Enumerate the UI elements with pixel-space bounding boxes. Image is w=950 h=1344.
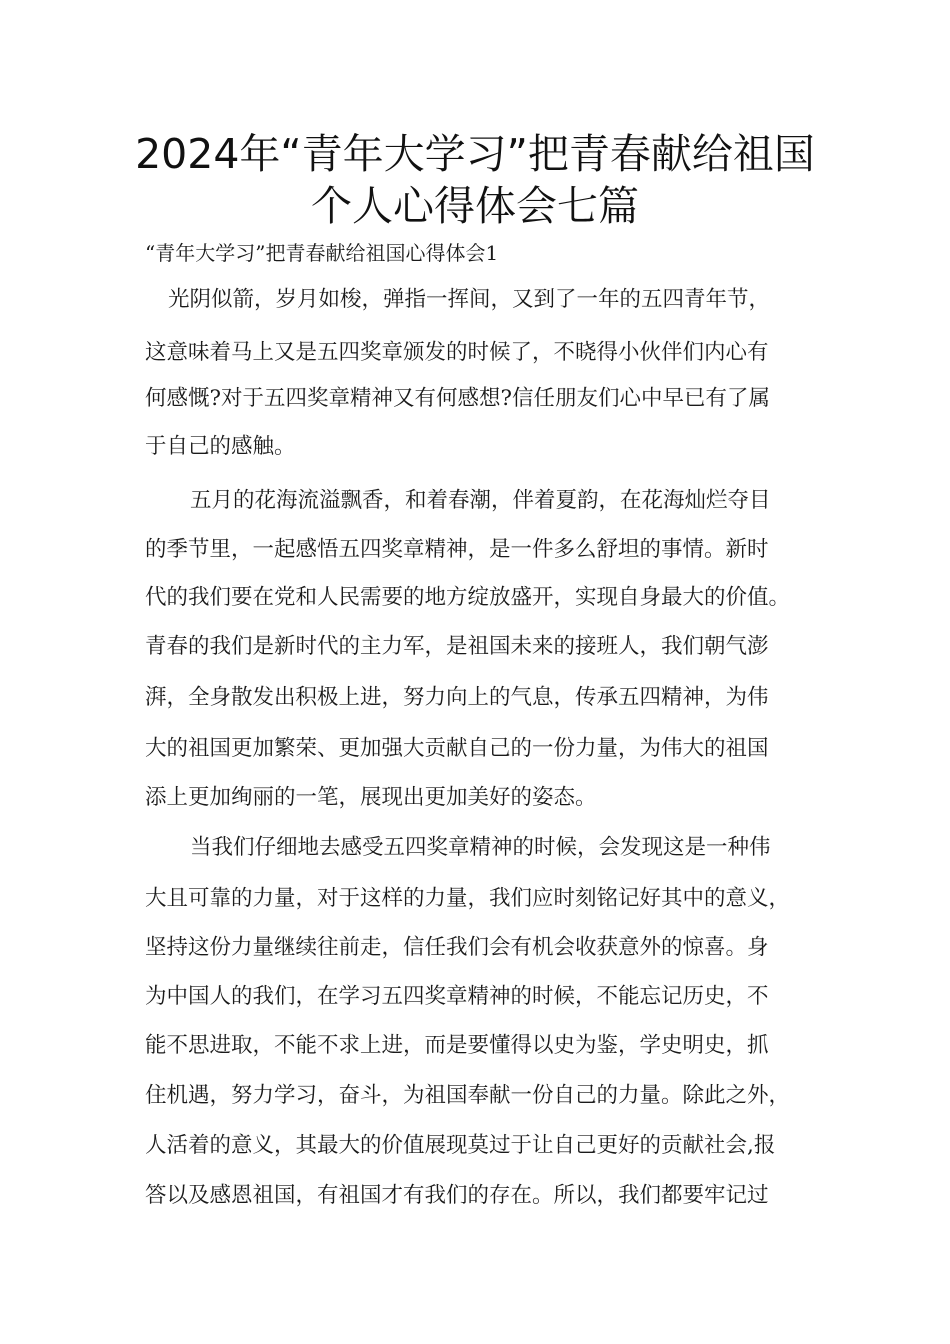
paragraph-2-line: 添上更加绚丽的一笔，展现出更加美好的姿态。 xyxy=(145,785,597,810)
paragraph-3-line: 当我们仔细地去感受五四奖章精神的时候，会发现这是一种伟 xyxy=(190,835,771,860)
paragraph-3-line: 为中国人的我们，在学习五四奖章精神的时候，不能忘记历史，不 xyxy=(145,984,769,1009)
paragraph-1-line: 光阴似箭，岁月如梭，弹指一挥间，又到了一年的五四青年节， xyxy=(168,287,771,312)
paragraph-2-line: 五月的花海流溢飘香，和着春潮，伴着夏韵，在花海灿烂夺目 xyxy=(190,488,771,513)
paragraph-3-line: 住机遇，努力学习，奋斗，为祖国奉献一份自己的力量。除此之外， xyxy=(145,1083,791,1108)
paragraph-1-line: 何感慨?对于五四奖章精神又有何感想?信任朋友们心中早已有了属 xyxy=(145,386,771,411)
paragraph-1-line: 于自己的感触。 xyxy=(145,434,296,459)
document-title-line-1: 2024年“青年大学习”把青春献给祖国 xyxy=(135,130,815,178)
paragraph-2-line: 青春的我们是新时代的主力军，是祖国未来的接班人，我们朝气澎 xyxy=(145,634,769,659)
paragraph-2-line: 的季节里，一起感悟五四奖章精神，是一件多么舒坦的事情。新时 xyxy=(145,537,769,562)
paragraph-3-line: 大且可靠的力量，对于这样的力量，我们应时刻铭记好其中的意义， xyxy=(145,886,791,911)
paragraph-3-line: 坚持这份力量继续往前走，信任我们会有机会收获意外的惊喜。身 xyxy=(145,935,769,960)
paragraph-3-line: 人活着的意义，其最大的价值展现莫过于让自己更好的贡献社会,报 xyxy=(145,1133,776,1158)
paragraph-1-line: 这意味着马上又是五四奖章颁发的时候了，不晓得小伙伴们内心有 xyxy=(145,340,769,365)
paragraph-2-line: 湃，全身散发出积极上进，努力向上的气息，传承五四精神，为伟 xyxy=(145,685,769,710)
paragraph-3-line: 答以及感恩祖国，有祖国才有我们的存在。所以，我们都要牢记过 xyxy=(145,1183,769,1208)
paragraph-2-line: 大的祖国更加繁荣、更加强大贡献自己的一份力量，为伟大的祖国 xyxy=(145,736,769,761)
paragraph-3-line: 能不思进取，不能不求上进，而是要懂得以史为鉴，学史明史，抓 xyxy=(145,1033,769,1058)
document-title-line-2: 个人心得体会七篇 xyxy=(311,182,639,230)
section-subtitle: “青年大学习”把青春献给祖国心得体会1 xyxy=(145,241,499,265)
paragraph-2-line: 代的我们要在党和人民需要的地方绽放盛开，实现自身最大的价值。 xyxy=(145,585,791,610)
